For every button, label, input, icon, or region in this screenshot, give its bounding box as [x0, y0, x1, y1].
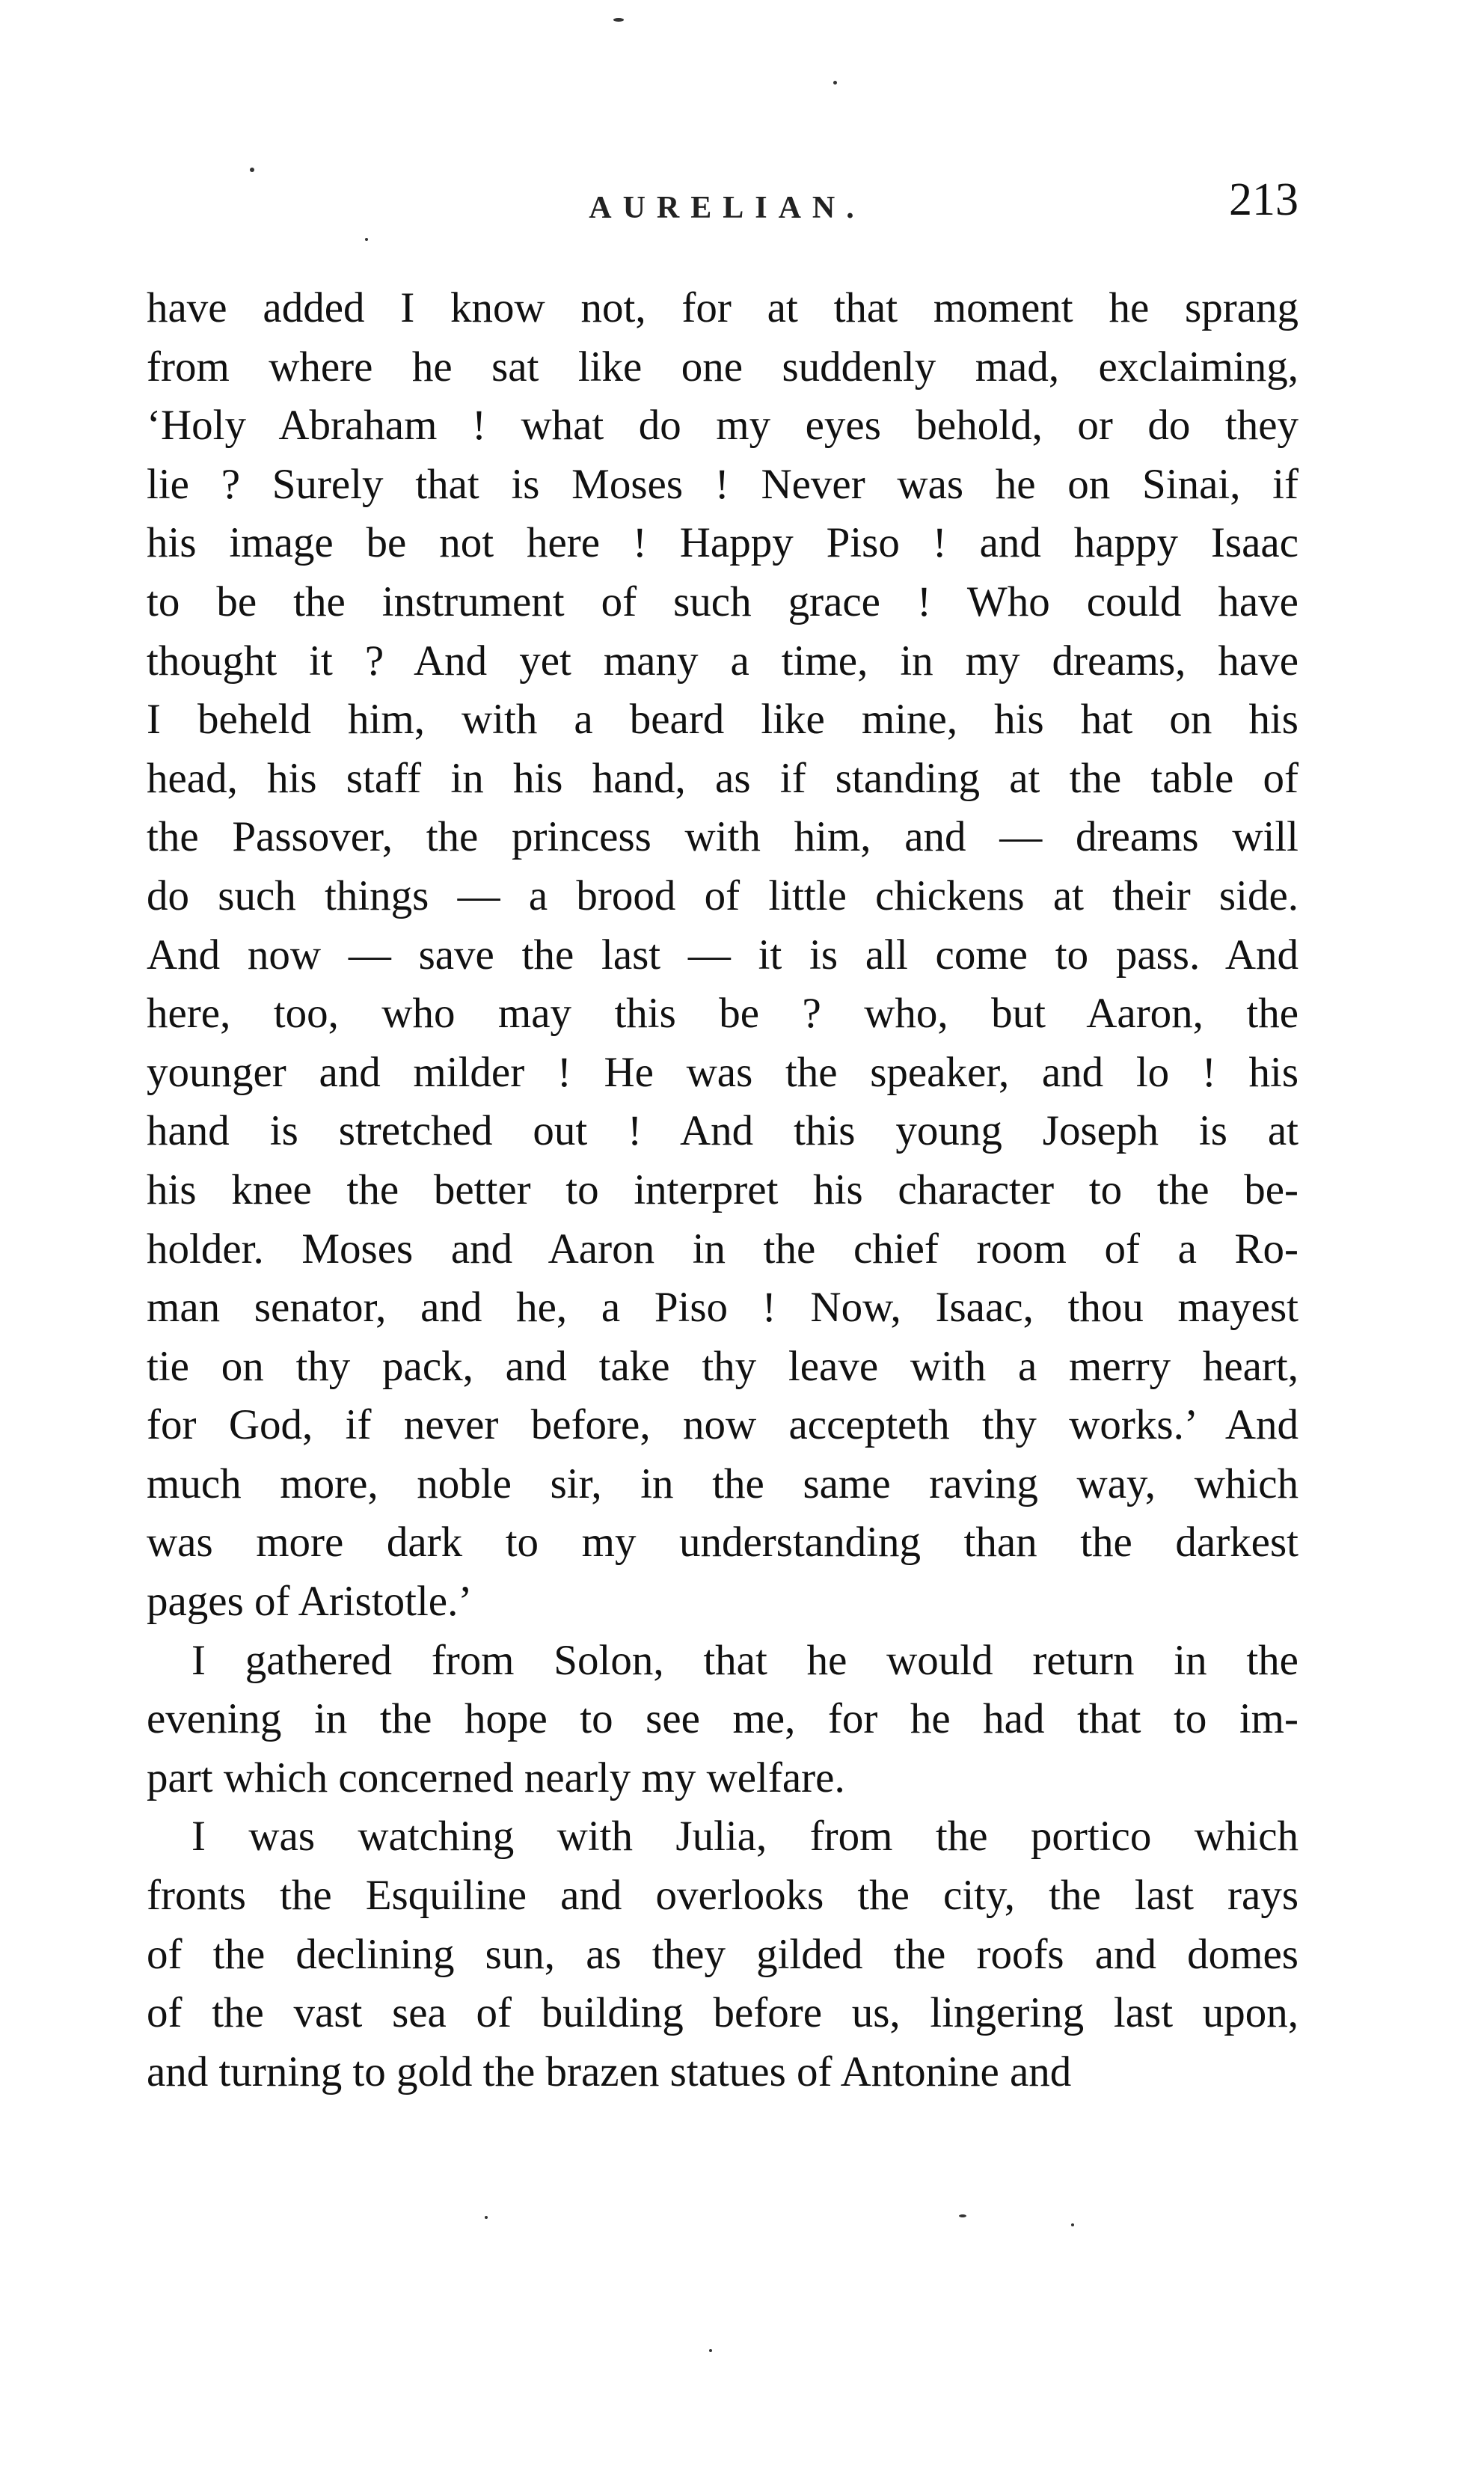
- text-line: hand is stretched out ! And this young Joseph is at: [147, 1107, 1298, 1155]
- text-line: for God, if never before, now accepteth thy works.’ And: [147, 1401, 1298, 1449]
- text-line: man senator, and he, a Piso ! Now, Isaac, thou mayest: [147, 1284, 1298, 1332]
- scan-speck: [833, 81, 837, 85]
- text-line: his knee the better to interpret his character to the be-: [147, 1166, 1298, 1213]
- scan-speck: [485, 2216, 488, 2219]
- text-line: from where he sat like one suddenly mad, exclaiming,: [147, 343, 1298, 391]
- scan-speck: [959, 2214, 966, 2217]
- text-line: I was watching with Julia, from the portico which: [191, 1813, 1298, 1861]
- text-line: thought it ? And yet many a time, in my dreams, have: [147, 637, 1298, 685]
- text-line: I gathered from Solon, that he would return in the: [191, 1636, 1298, 1684]
- text-line: ‘Holy Abraham ! what do my eyes behold, or do they: [147, 402, 1298, 450]
- text-line: evening in the hope to see me, for he had that to im-: [147, 1695, 1298, 1743]
- text-line: of the vast sea of building before us, lingering last upon,: [147, 1989, 1298, 2037]
- text-line: tie on thy pack, and take thy leave with a merry heart,: [147, 1342, 1298, 1390]
- text-line: here, too, who may this be ? who, but Aaron, the: [147, 990, 1298, 1038]
- text-line: have added I know not, for at that moment he sprang: [147, 284, 1298, 331]
- text-line: the Passover, the princess with him, and — dreams will: [147, 813, 1298, 861]
- text-line: of the declining sun, as they gilded the roofs and domes: [147, 1930, 1298, 1978]
- text-line: was more dark to my understanding than the darkest: [147, 1519, 1298, 1567]
- text-line: fronts the Esquiline and overlooks the city, the last rays: [147, 1872, 1298, 1920]
- text-line: his image be not here ! Happy Piso ! and happy Isaac: [147, 519, 1298, 567]
- scan-speck: [613, 18, 624, 22]
- running-title: AURELIAN.: [589, 191, 865, 225]
- scan-speck: [1071, 2223, 1074, 2226]
- text-line: to be the instrument of such grace ! Who could have: [147, 578, 1298, 625]
- text-line: part which concerned nearly my welfare.: [147, 1754, 845, 1801]
- text-line: pages of Aristotle.’: [147, 1578, 473, 1626]
- page-header: [147, 174, 1298, 241]
- page-number: 213: [1229, 174, 1298, 225]
- scan-speck: [250, 168, 254, 172]
- text-line: lie ? Surely that is Moses ! Never was he on Sinai, if: [147, 460, 1298, 508]
- text-line: younger and milder ! He was the speaker, and lo ! his: [147, 1048, 1298, 1096]
- scan-speck: [365, 238, 368, 241]
- text-line: I beheld him, with a beard like mine, his hat on his: [147, 696, 1298, 744]
- text-line: and turning to gold the brazen statues of Antonine and: [147, 2048, 1072, 2095]
- text-line: much more, noble sir, in the same raving way, which: [147, 1460, 1298, 1507]
- scan-speck: [709, 2349, 712, 2352]
- text-line: holder. Moses and Aaron in the chief room of a Ro-: [147, 1225, 1298, 1273]
- body-text: [147, 279, 1298, 2101]
- text-line: And now — save the last — it is all come to pass. And: [147, 931, 1298, 979]
- text-line: head, his staff in his hand, as if standing at the table of: [147, 754, 1298, 802]
- text-line: do such things — a brood of little chickens at their side.: [147, 872, 1298, 919]
